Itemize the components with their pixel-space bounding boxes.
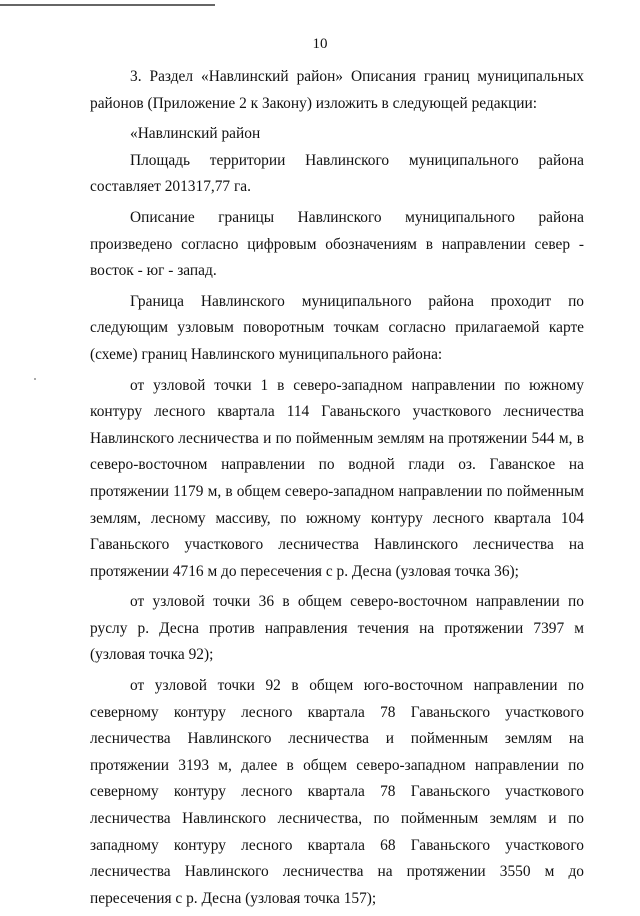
- paragraph-segment-point-92: от узловой точки 92 в общем юго-восточном направлении по северному контуру лесного квартала 78 Гаваньского участкового лесничества Навлинского лесничества и пойменным землям на протяжении 3193 м, далее в общем северо-западном направлении по северному контуру лесного квартала 78 Гаваньского участкового лесничества Навлинского лесничества, по пойменным землям и по западному контуру лесного квартала 68 Гаваньского участкового лесничества Навлинского лесничества на протяжении 3550 м до пересечения с р. Десна (узловая точка 157);: [90, 677, 584, 907]
- paragraph-segment-point-1: от узловой точки 1 в северо-западном направлении по южному контуру лесного квартала 114 Гаваньского участкового лесничества Навлинского лесничества и по пойменным землям на протяжении 544 м, в северо-восточном направлении по водной глади оз. Гаванское на протяжении 1179 м, в общем северо-западном направлении по пойменным землям, лесному массиву, по южному контуру лесного квартала 104 Гаваньского участкового лесничества Навлинского лесничества на протяжении 4716 м до пересечения с р. Десна (узловая точка 36);: [90, 376, 584, 580]
- scan-top-rule: [0, 4, 215, 6]
- scan-margin-speck: [34, 378, 36, 380]
- paragraph-boundary-description: Описание границы Навлинского муниципального района произведено согласно цифровым обозначениям в направлении север - восток - юг - запад.: [90, 208, 584, 280]
- paragraph-section-amendment: 3. Раздел «Навлинский район» Описания границ муниципальных районов (Приложение 2 к Закону) изложить в следующей редакции:: [90, 68, 584, 112]
- document-body: [90, 64, 584, 916]
- paragraph-segment-point-36: от узловой точки 36 в общем северо-восточном направлении по руслу р. Десна против направления течения на протяжении 7397 м (узловая точка 92);: [90, 593, 584, 664]
- paragraph-district-heading: «Навлинский район: [130, 125, 261, 143]
- paragraph-area: Площадь территории Навлинского муниципального района составляет 201317,77 га.: [90, 151, 584, 196]
- page-number: 10: [312, 36, 328, 52]
- paragraph-boundary-points: Граница Навлинского муниципального района проходит по следующим узловым поворотным точкам согласно прилагаемой карте (схеме) границ Навлинского муниципального района:: [90, 292, 584, 363]
